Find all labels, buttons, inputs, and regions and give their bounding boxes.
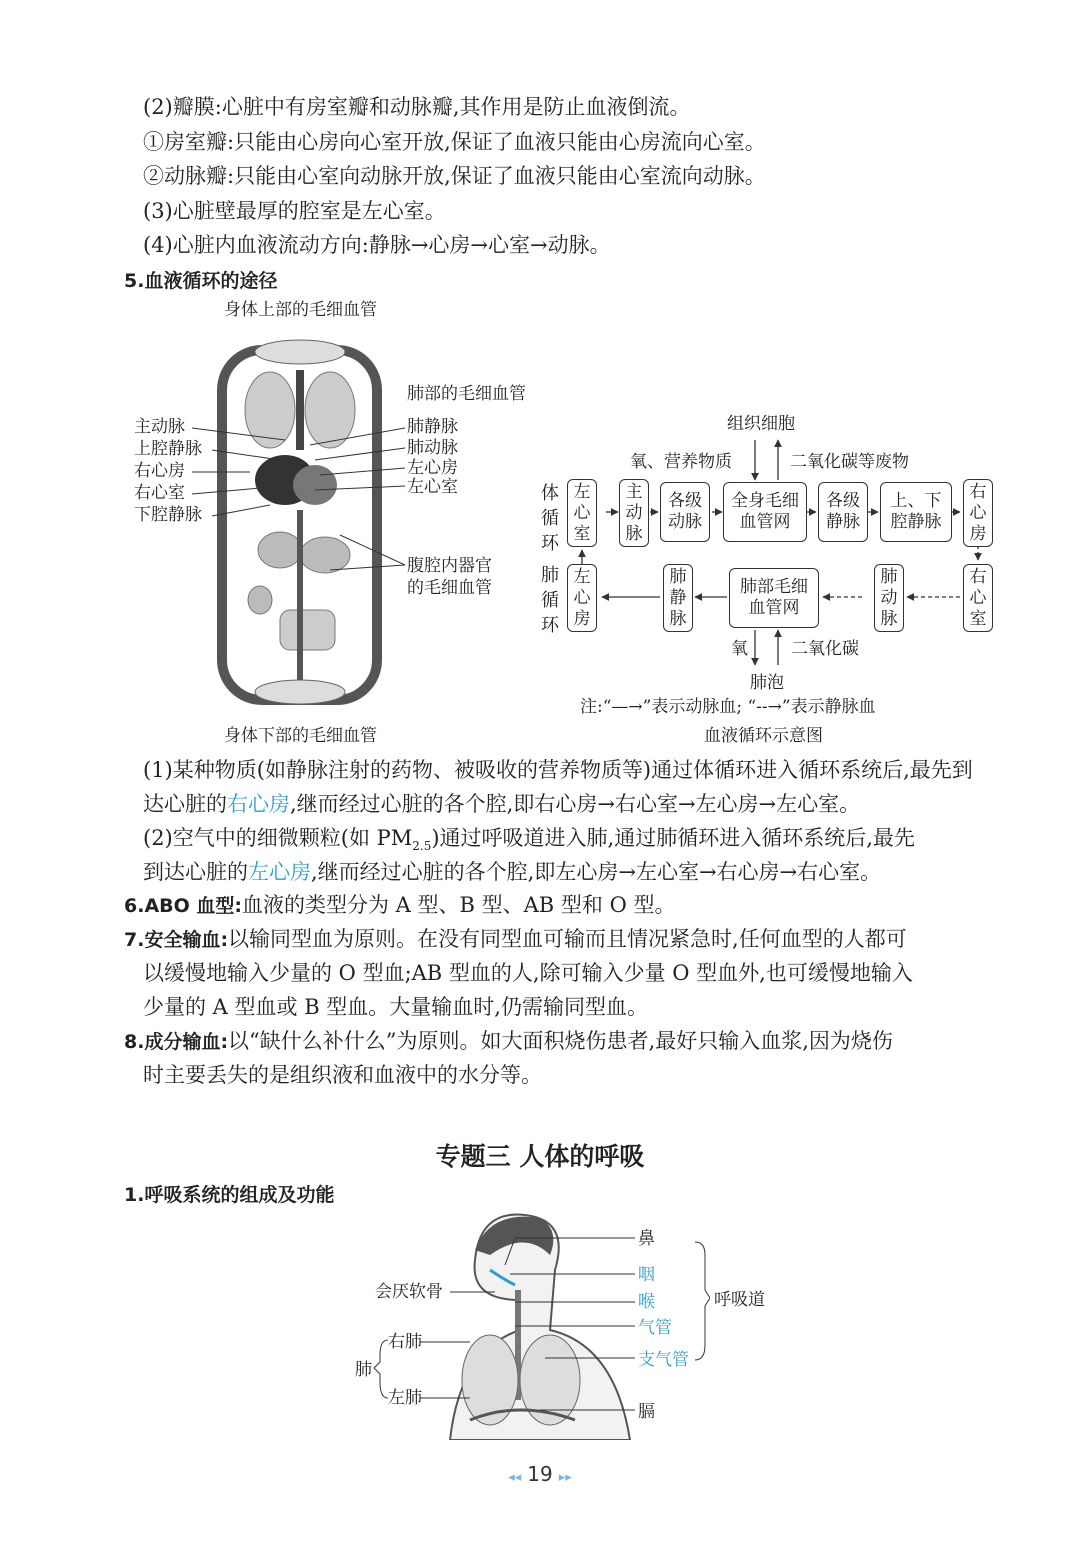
label-diaphragm: 膈 (638, 1402, 655, 1422)
label-lung: 肺 (355, 1360, 372, 1380)
section-8-line-1: 8.成分输血:以“缺什么补什么”为原则。如大面积烧伤患者,最好只输入血浆,因为烧伤 (124, 1029, 893, 1053)
label-alveoli: 肺泡 (750, 673, 784, 693)
label-right-ventricle: 右心室 (134, 483, 185, 503)
label-epiglottis: 会厌软骨 (375, 1282, 443, 1302)
text-line-arterial-valve: ②动脉瓣:只能由心室向动脉开放,保证了血液只能由心室流向动脉。 (143, 164, 766, 188)
flow-caption: 血液循环示意图 (704, 726, 823, 746)
label-aorta: 主动脉 (134, 417, 185, 437)
section-7-line-2: 以缓慢地输入少量的 O 型血;AB 型血的人,除可输入少量 O 型血外,也可缓慢地输入 (143, 961, 913, 985)
label-inferior-vena-cava: 下腔静脉 (134, 505, 202, 525)
label-o2-nutrients: 氧、营养物质 (630, 452, 732, 472)
box-aorta: 主 动 脉 (619, 479, 649, 547)
flow-arrows (540, 405, 1000, 695)
section-8-line-2: 时主要丢失的是组织液和血液中的水分等。 (143, 1063, 542, 1087)
box-pulmonary-artery: 肺 动 脉 (874, 564, 904, 632)
section-5-heading: 5.血液循环的途径 (124, 270, 278, 292)
text-line-flow-direction: (4)心脏内血液流动方向:静脉→心房→心室→动脉。 (143, 233, 611, 257)
label-trachea: 气管 (638, 1318, 672, 1338)
label-right-atrium: 右心房 (134, 461, 185, 481)
box-right-atrium: 右 心 房 (963, 479, 993, 547)
section-6: 6.ABO 血型:血液的类型分为 A 型、B 型、AB 型和 O 型。 (124, 893, 676, 917)
paragraph-1-line-1: (1)某种物质(如静脉注射的药物、被吸收的营养物质等)通过体循环进入循环系统后,最先到 (143, 758, 973, 782)
paragraph-1-line-2: 达心脏的右心房,继而经过心脏的各个腔,即右心房→右心室→左心房→左心室。 (143, 792, 861, 816)
circulation-leader-lines (190, 420, 410, 590)
paragraph-2-line-2: 到达心脏的左心房,继而经过心脏的各个腔,即左心房→左心室→右心房→右心室。 (143, 860, 882, 884)
highlight-right-atrium: 右心房 (227, 792, 290, 816)
box-systemic-capillaries: 全身毛细 血管网 (723, 482, 807, 542)
section-7-line-3: 少量的 A 型血或 B 型血。大量输血时,仍需输同型血。 (143, 995, 648, 1019)
label-left-ventricle: 左心室 (407, 477, 458, 497)
label-lung-capillaries: 肺部的毛细血管 (407, 384, 526, 404)
label-abdomen-1: 腹腔内器官 (407, 556, 492, 576)
label-airway: 呼吸道 (714, 1290, 765, 1310)
page-number: ◂◂ 19 ▸▸ (508, 1462, 572, 1486)
box-left-ventricle: 左 心 室 (567, 479, 597, 547)
label-upper-capillaries: 身体上部的毛细血管 (224, 300, 377, 320)
label-left-lung: 左肺 (388, 1388, 422, 1408)
label-superior-vena-cava: 上腔静脉 (134, 439, 202, 459)
section-1-heading: 1.呼吸系统的组成及功能 (124, 1184, 335, 1206)
label-o2: 氧 (731, 639, 748, 659)
topic-title: 专题三 人体的呼吸 (435, 1142, 645, 1171)
box-right-ventricle: 右 心 室 (963, 564, 993, 632)
box-pulmonary-vein: 肺 静 脉 (663, 564, 693, 632)
label-pharynx: 咽 (638, 1265, 655, 1285)
flow-note: 注:“—→”表示动脉血; “--→”表示静脉血 (580, 697, 876, 717)
highlight-left-atrium: 左心房 (248, 860, 311, 884)
label-systemic-circulation: 体 循 环 (541, 483, 559, 554)
label-pulmonary-artery: 肺动脉 (407, 438, 458, 458)
label-co2-waste: 二氧化碳等废物 (790, 452, 909, 472)
box-arteries: 各级 动脉 (660, 482, 710, 542)
label-bronchi: 支气管 (638, 1350, 689, 1370)
box-lung-capillaries: 肺部毛细 血管网 (729, 568, 819, 628)
label-right-lung: 右肺 (388, 1332, 422, 1352)
text-line-thickest-wall: (3)心脏壁最厚的腔室是左心室。 (143, 199, 446, 223)
text-line-valves: (2)瓣膜:心脏中有房室瓣和动脉瓣,其作用是防止血液倒流。 (143, 95, 691, 119)
label-lower-capillaries: 身体下部的毛细血管 (224, 726, 377, 746)
box-veins: 各级 静脉 (818, 482, 868, 542)
label-tissue-cells: 组织细胞 (727, 414, 795, 434)
section-7-line-1: 7.安全输血:以输同型血为原则。在没有同型血可输而且情况紧急时,任何血型的人都可 (124, 927, 907, 951)
label-pulmonary-circulation: 肺 循 环 (541, 565, 559, 636)
label-abdomen-2: 的毛细血管 (407, 578, 492, 598)
label-co2: 二氧化碳 (791, 639, 859, 659)
box-left-atrium: 左 心 房 (567, 564, 597, 632)
label-nose: 鼻 (638, 1229, 655, 1249)
label-left-atrium: 左心房 (407, 458, 458, 478)
box-vena-cava: 上、下 腔静脉 (880, 482, 952, 542)
paragraph-2-line-1: (2)空气中的细微颗粒(如 $PM_{2.5}$)通过呼吸道进入肺,通过肺循环进入循环系统后,最先 (143, 826, 915, 854)
label-larynx: 喉 (638, 1292, 655, 1312)
label-pulmonary-vein: 肺静脉 (407, 417, 458, 437)
text-line-av-valve: ①房室瓣:只能由心房向心室开放,保证了血液只能由心房流向心室。 (143, 130, 766, 154)
